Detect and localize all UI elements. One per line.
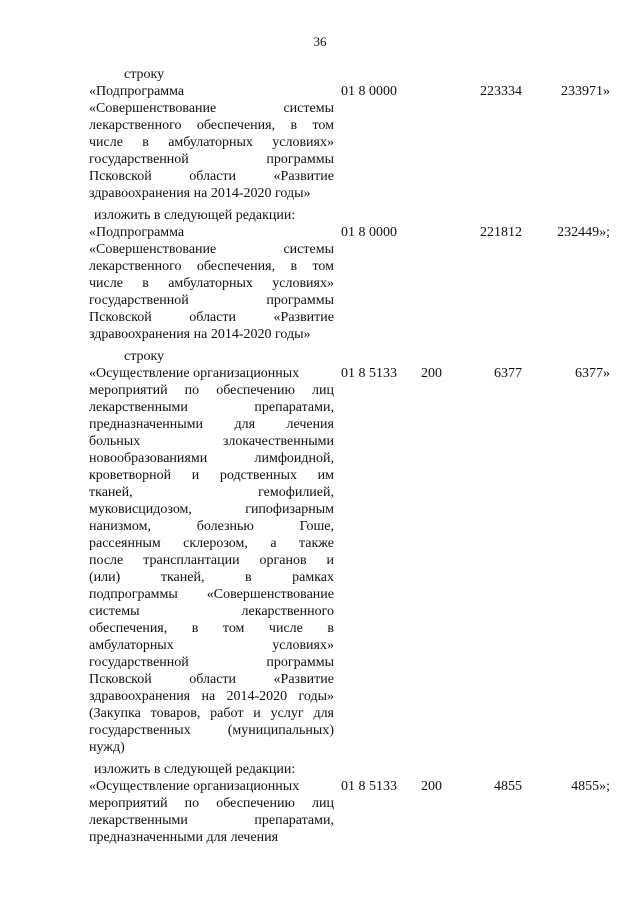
description-line: лекарственного обеспечения, в том [89,259,334,274]
table-row [0,83,640,202]
description-line: лекарственными препаратами, [89,813,334,828]
row-description [89,778,334,846]
document-body [0,66,640,851]
budget-code: 01 8 0000 [341,225,397,240]
description-line: больных злокачественными [89,434,334,449]
page-number: 36 [313,34,327,49]
description-line: здравоохранения на 2014-2020 годы» [89,689,334,704]
description-line: Псковской области «Развитие [89,310,334,325]
instruction-text: изложить в следующей редакции: [94,208,296,223]
description-line: амбулаторных условиях» [89,638,334,653]
description-line: государственных (муниципальных) [89,723,334,738]
description-line: (или) тканей, в рамках [89,570,334,585]
row-description [89,83,334,202]
description-line: муковисцидозом, гипофизарным [89,502,334,517]
description-line: подпрограммы «Совершенствование [89,587,334,602]
amount-year-2: 6377» [575,366,610,381]
amount-year-1: 221812 [480,225,522,240]
instruction-text: изложить в следующей редакции: [94,762,296,777]
description-line: (Закупка товаров, работ и услуг для [89,706,334,721]
table-row [0,365,640,756]
description-line: «Совершенствование системы [89,101,334,116]
budget-code: 01 8 5133 [341,366,397,381]
description-line: числе в амбулаторных условиях» [89,135,334,150]
description-line: здравоохранения на 2014-2020 годы» [89,327,311,342]
table-row [0,778,640,846]
description-line: системы лекарственного [89,604,334,619]
instruction-text: строку [124,67,165,82]
description-line: мероприятий по обеспечению лиц [89,796,334,811]
description-line: «Осуществление организационных [89,779,300,794]
description-line: новообразованиями лимфоидной, [89,451,334,466]
description-line: после трансплантации органов и [89,553,334,568]
description-line: нужд) [89,740,125,755]
description-line: мероприятий по обеспечению лиц [89,383,334,398]
description-line: числе в амбулаторных условиях» [89,276,334,291]
description-line: государственной программы [89,655,334,670]
description-line: «Совершенствование системы [89,242,334,257]
description-line: здравоохранения на 2014-2020 годы» [89,186,311,201]
amount-year-1: 4855 [494,779,522,794]
description-line: лекарственного обеспечения, в том [89,118,334,133]
amount-year-1: 6377 [494,366,522,381]
description-line: Псковской области «Развитие [89,672,334,687]
budget-code: 01 8 5133 [341,779,397,794]
row-description [89,224,334,343]
description-line: предназначенными для лечения [89,830,279,845]
description-line: нанизмом, болезнью Гоше, [89,519,334,534]
amount-year-2: 4855»; [571,779,610,794]
description-line: кроветворной и родственных им [89,468,334,483]
description-line: государственной программы [89,152,334,167]
expense-type-code: 200 [421,366,442,381]
expense-type-code: 200 [421,779,442,794]
amount-year-2: 233971» [561,84,610,99]
description-line: Псковской области «Развитие [89,169,334,184]
description-line: тканей, гемофилией, [89,485,334,500]
budget-code: 01 8 0000 [341,84,397,99]
instruction-text: строку [124,349,165,364]
description-line: лекарственными препаратами, [89,400,334,415]
description-line: государственной программы [89,293,334,308]
description-line: «Подпрограмма [89,225,185,240]
description-line: обеспечения, в том числе в [89,621,334,636]
description-line: предназначенными для лечения [89,417,334,432]
description-line: «Осуществление организационных [89,366,300,381]
description-line: «Подпрограмма [89,84,185,99]
description-line: рассеянным склерозом, а также [89,536,334,551]
table-row [0,224,640,343]
row-description [89,365,334,756]
amount-year-2: 232449»; [557,225,610,240]
amount-year-1: 223334 [480,84,522,99]
